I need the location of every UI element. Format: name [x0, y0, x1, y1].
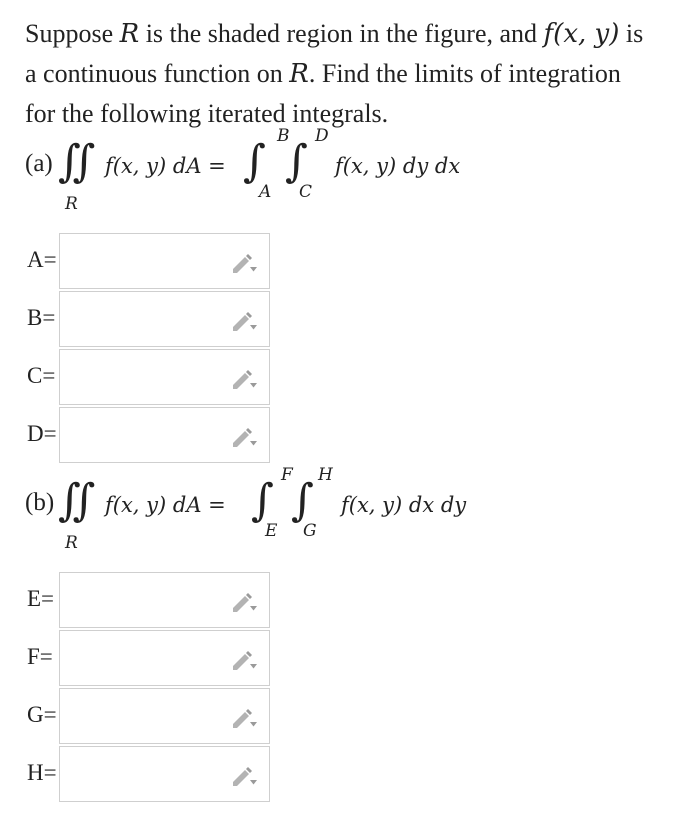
pencil-dropdown-icon[interactable] [230, 765, 258, 787]
answer-row-f [0, 630, 280, 688]
answer-row-b [0, 291, 280, 349]
answer-label: G= [27, 702, 57, 727]
answer-input-h[interactable] [64, 751, 228, 799]
pencil-dropdown-icon[interactable] [230, 310, 258, 332]
answer-row-c [0, 349, 280, 407]
equation-part-a [25, 128, 625, 218]
answer-input-g[interactable] [64, 693, 228, 741]
double-integral-symbol: ∬ [58, 475, 96, 526]
answer-box-b[interactable] [59, 291, 270, 347]
integrand-expression: f(x, y) dy dx [335, 154, 461, 178]
answer-input-a[interactable] [64, 238, 228, 286]
answer-label: D= [27, 421, 57, 446]
function-symbol: f(x, y) [543, 19, 620, 49]
lhs-expression: f(x, y) dA = [105, 493, 226, 517]
pencil-dropdown-icon[interactable] [230, 368, 258, 390]
intro-text-2: is the shaded region in the figure, and [139, 19, 544, 48]
outer-lower-limit: E [265, 521, 278, 541]
answer-input-f[interactable] [64, 635, 228, 683]
pencil-dropdown-icon[interactable] [230, 426, 258, 448]
answer-row-h [0, 746, 280, 804]
part-label: (b) [25, 489, 55, 516]
outer-upper-limit: F [281, 465, 293, 485]
answer-label: B= [27, 305, 56, 330]
inner-upper-limit: H [318, 465, 333, 485]
outer-lower-limit: A [259, 182, 272, 202]
answer-input-e[interactable] [64, 577, 228, 625]
answer-box-e[interactable] [59, 572, 270, 628]
answer-box-c[interactable] [59, 349, 270, 405]
answer-row-e [0, 572, 280, 630]
answer-box-g[interactable] [59, 688, 270, 744]
outer-integral-symbol: ∫ [243, 136, 266, 187]
region-symbol: R [119, 19, 140, 49]
answer-box-f[interactable] [59, 630, 270, 686]
equation-part-b [25, 467, 625, 557]
answer-input-d[interactable] [64, 412, 228, 460]
lhs-expression: f(x, y) dA = [105, 154, 226, 178]
inner-integral-symbol: ∫ [285, 136, 308, 187]
inner-upper-limit: D [315, 126, 329, 146]
answer-label: F= [27, 644, 53, 669]
outer-integral-symbol: ∫ [251, 475, 274, 526]
inner-lower-limit: C [299, 182, 313, 202]
region-subscript: R [65, 533, 78, 553]
inner-lower-limit: G [303, 521, 317, 541]
pencil-dropdown-icon[interactable] [230, 252, 258, 274]
pencil-dropdown-icon[interactable] [230, 591, 258, 613]
answer-label: A= [27, 247, 57, 272]
pencil-dropdown-icon[interactable] [230, 707, 258, 729]
answer-input-b[interactable] [64, 296, 228, 344]
answer-box-h[interactable] [59, 746, 270, 802]
part-label: (a) [25, 150, 53, 177]
intro-text-3: is a continuous function on [25, 19, 644, 88]
answer-label: C= [27, 363, 56, 388]
answer-box-a[interactable] [59, 233, 270, 289]
answer-label: H= [27, 760, 57, 785]
region-subscript: R [65, 194, 78, 214]
integrand-expression: f(x, y) dx dy [341, 493, 467, 517]
answer-box-d[interactable] [59, 407, 270, 463]
outer-upper-limit: B [277, 126, 290, 146]
problem-statement [25, 14, 655, 133]
inner-integral-symbol: ∫ [291, 475, 314, 526]
pencil-dropdown-icon[interactable] [230, 649, 258, 671]
double-integral-symbol: ∬ [58, 136, 96, 187]
answer-input-c[interactable] [64, 354, 228, 402]
answer-row-a [0, 233, 280, 291]
answer-row-d [0, 407, 280, 465]
region-symbol: R [289, 59, 309, 89]
intro-text-4: . Find the limits of integration for the following iterated integrals. [25, 59, 621, 128]
answer-row-g [0, 688, 280, 746]
intro-text-1: Suppose [25, 19, 120, 48]
answer-label: E= [27, 586, 55, 611]
